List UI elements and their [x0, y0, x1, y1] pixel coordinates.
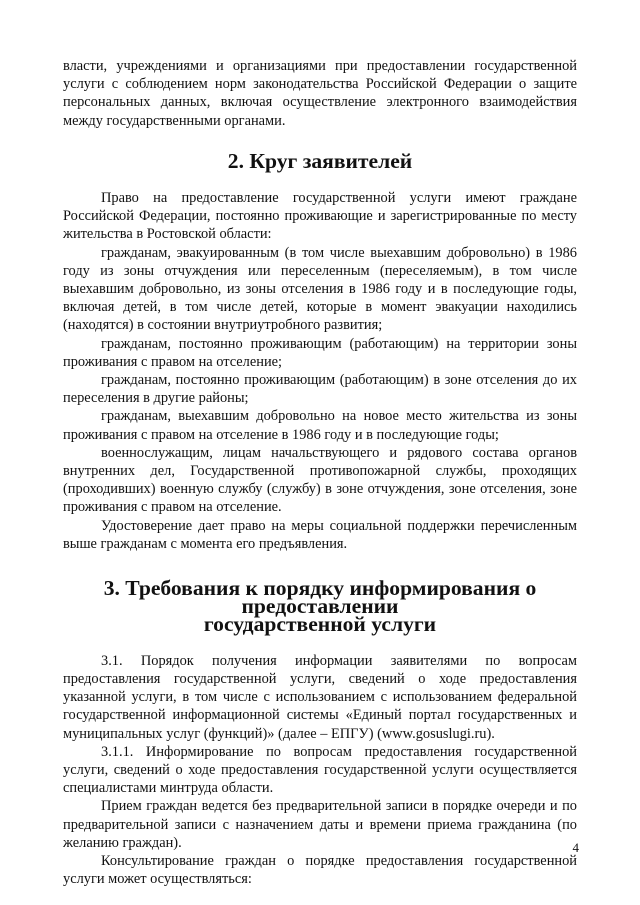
- section-3-paragraph: Прием граждан ведется без предварительной записи в порядке очереди и по предварительной записи с назначением даты и времени приема гражданина (по желанию граждан).: [63, 798, 577, 851]
- section-3-heading: [63, 576, 577, 637]
- section-3-heading-line-1: 3. Требования к порядку информирования о предоставлении: [103, 576, 537, 619]
- section-2-paragraph: гражданам, постоянно проживающим (работающим) в зоне отселения до их переселения в другие районы;: [63, 372, 577, 407]
- section-3-paragraph: 3.1. Порядок получения информации заявителями по вопросам предоставления государственной услуги, сведений о ходе предоставления указанной услуги, в том числе с использованием с использованием федеральной государственной информационной системы «Единый портал государственных и муниципальных услуг (функций)» (далее – ЕПГУ) (www.gosuslugi.ru).: [63, 652, 577, 742]
- section-2-paragraph: Удостоверение дает право на меры социальной поддержки перечисленным выше гражданам с момента его предъявления.: [63, 517, 577, 552]
- page-number: 4: [572, 840, 579, 855]
- intro-paragraph: власти, учреждениями и организациями при предоставлении государственной услуги с соблюдением норм законодательства Российской Федерации о защите персональных данных, включая осуществление электронного взаимодействия между государственными органами.: [63, 58, 577, 129]
- section-3-paragraph: 3.1.1. Информирование по вопросам предоставления государственной услуги, сведений о ходе предоставления государственной услуги осуществляется специалистами минтруда области.: [63, 743, 577, 797]
- section-3-heading-line-2: государственной услуги: [203, 612, 437, 637]
- section-2-paragraph: военнослужащим, лицам начальствующего и рядового состава органов внутренних дел, Государственной противопожарной службы, проходящих (проходивших) военную службу (службу) в зоне отчуждения, зоне отселения, зоне проживания с правом на отселение.: [63, 444, 577, 516]
- section-2-paragraph: гражданам, эвакуированным (в том числе выехавшим добровольно) в 1986 году из зоны отчуждения или переселенным (переселяемым), в том числе выехавшим добровольно, из зоны отселения в 1986 году и в последующие годы, включая детей, в том числе детей, которые в момент эвакуации находились (находятся) в состоянии внутриутробного развития;: [63, 244, 577, 334]
- section-2-heading: 2. Круг заявителей: [227, 148, 413, 173]
- section-2-paragraph: гражданам, постоянно проживающим (работающим) на территории зоны проживания с правом на отселение;: [63, 335, 577, 370]
- document-page: [63, 57, 577, 888]
- section-2-paragraph: Право на предоставление государственной услуги имеют граждане Российской Федерации, постоянно проживающие и зарегистрированные по месту жительства в Ростовской области:: [63, 190, 577, 243]
- section-3-paragraph: Консультирование граждан о порядке предоставления государственной услуги может осуществляться:: [63, 852, 577, 888]
- section-2-paragraph: гражданам, выехавшим добровольно на новое место жительства из зоны проживания с правом на отселение в 1986 году и в последующие годы;: [63, 408, 577, 443]
